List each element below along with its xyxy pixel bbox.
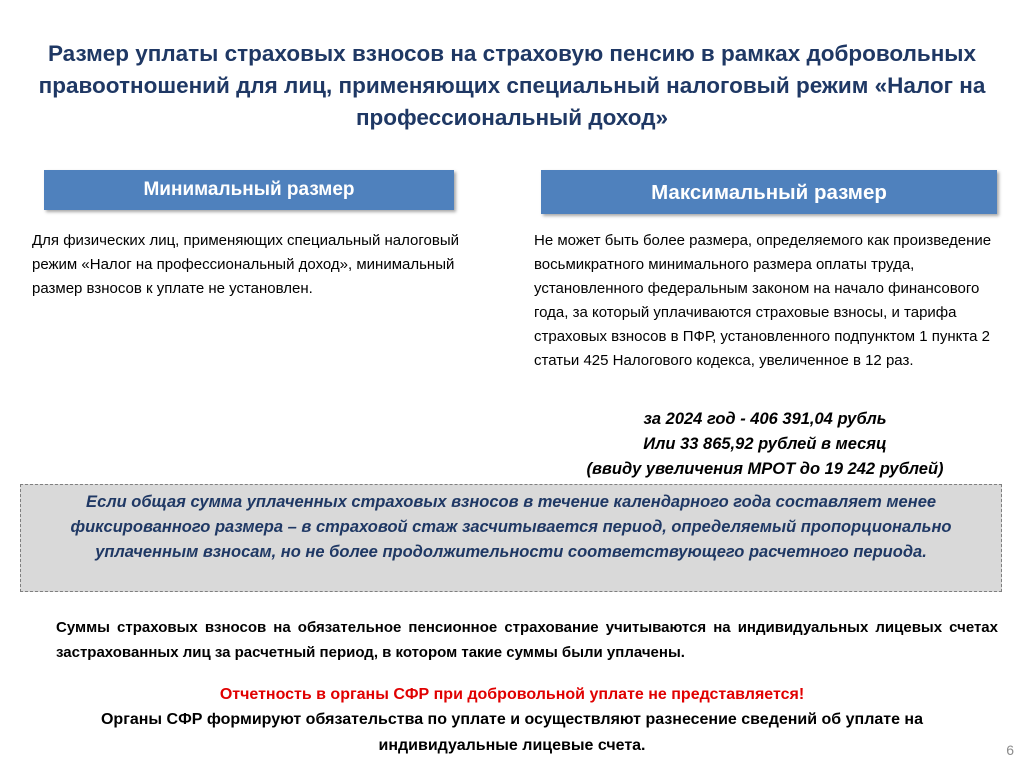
max-amounts xyxy=(500,407,1024,482)
min-size-text: Для физических лиц, применяющих специальный налоговый режим «Налог на профессиональный доход», минимальный размер взносов к уплате не установлен. xyxy=(32,232,460,297)
amount-year: за 2024 год - 406 391,04 рубль xyxy=(643,410,887,428)
insurance-period-note-text: Если общая сумма уплаченных страховых взносов в течение календарного года составляет менее фиксированного размера – в страховой стаж засчитывается период, определяемый пропорционально уплаченным взносам, но не более продолжительности соответствующего расчетного периода. xyxy=(70,493,952,561)
max-size-header: Максимальный размер xyxy=(541,170,997,214)
page-number: 6 xyxy=(1006,742,1014,758)
page-title: Размер уплаты страховых взносов на страховую пенсию в рамках добровольных правоотношений для лиц, применяющих специальный налоговый режим «Налог на профессиональный доход» xyxy=(38,41,986,130)
amount-note: (ввиду увеличения МРОТ до 19 242 рублей) xyxy=(586,460,944,478)
insurance-period-note xyxy=(20,484,1002,592)
sfr-obligations-paragraph: Органы СФР формируют обязательства по уплате и осуществляют разнесение сведений об уплате на индивидуальные лицевые счета. xyxy=(100,711,923,754)
reporting-warning: Отчетность в органы СФР при добровольной уплате не представляется! xyxy=(219,686,805,703)
amount-month: Или 33 865,92 рублей в месяц xyxy=(643,435,887,453)
min-size-header: Минимальный размер xyxy=(44,170,454,210)
accounts-paragraph: Суммы страховых взносов на обязательное пенсионное страхование учитываются на индивидуальных лицевых счетах застрахованных лиц за расчетный период, в котором такие суммы были уплачены. xyxy=(56,619,998,661)
max-size-text: Не может быть более размера, определяемого как произведение восьмикратного минимального размера оплаты труда, установленного федеральным законом на начало финансового года, за который уплачиваются страховые взносы, и тарифа страховых взносов в ПФР, установленного подпунктом 1 пункта 2 статьи 425 Налогового кодекса, увеличенное в 12 раз. xyxy=(534,232,992,369)
